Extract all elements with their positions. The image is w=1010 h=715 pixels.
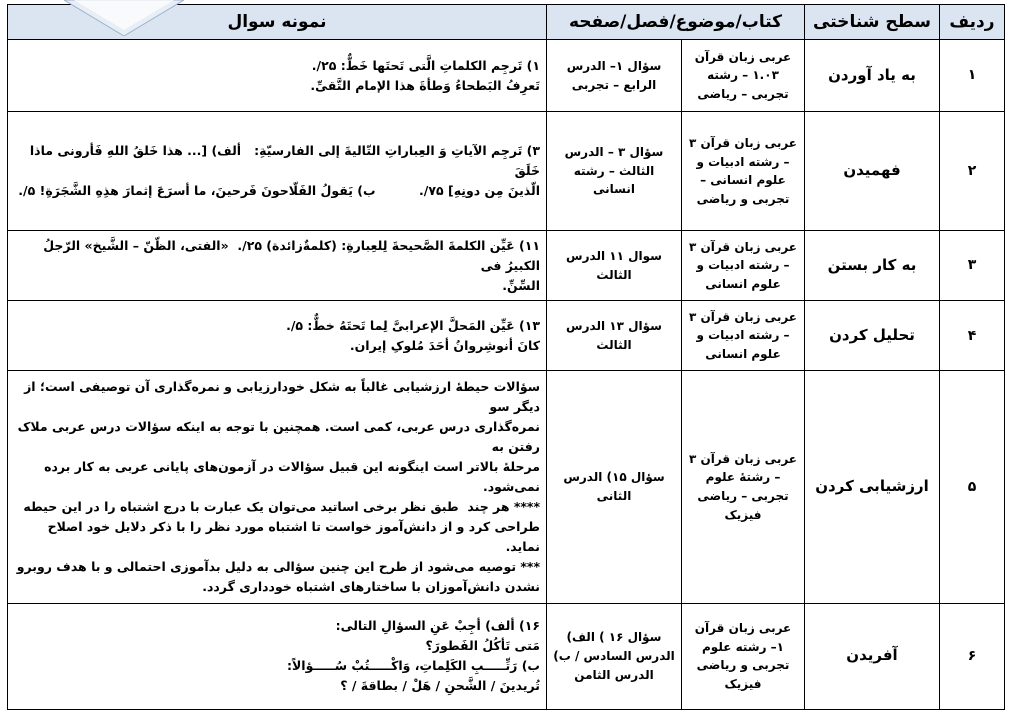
question-line: السِّنِّ. bbox=[502, 277, 540, 293]
question-line: تَعرِفُ البَطحاءُ وَطأةَ هذا الإمام التَّقیِّ. bbox=[310, 77, 540, 93]
lesson-location: سؤال ۱۶ ) الف) الدرس السادس / ب) الدرس الثامن bbox=[547, 603, 682, 709]
question-line: ۱۶) ألف) أجِبْ عَنِ السؤالِ التالی: bbox=[335, 618, 540, 634]
cognitive-level: به یاد آوردن bbox=[805, 40, 940, 112]
row-number: ۲ bbox=[940, 112, 1005, 231]
header-source: کتاب/موضوع/فصل/صفحه bbox=[547, 5, 805, 40]
table-row bbox=[8, 40, 1005, 112]
question-line: مَتی تَأکُلُ الفَطورَ؟ bbox=[425, 638, 540, 654]
book-cell: عربی زبان قرآن ۱.۰۳ – رشته تجربی – ریاضی bbox=[682, 40, 805, 112]
question-line: ب) رَتِّـــــبِ الکَلِماتِ، وَاکْـــــتُبْ سُـــــؤالاً: bbox=[286, 658, 540, 674]
row-number: ۴ bbox=[940, 301, 1005, 371]
question-line: نشدن دانش‌آموزان با ساختارهای اشتباه خودداری گردد. bbox=[202, 578, 540, 594]
header-sample: نمونه سوال bbox=[8, 5, 547, 40]
book-cell: عربی زبان قرآن ۳ – رشته ادبیات و علوم انسانی – تجربی و ریاضی bbox=[682, 112, 805, 231]
table-row bbox=[8, 603, 1005, 709]
book-cell: عربی زبان قرآن ۱– رشته علوم تجربی و ریاضی فیزیک bbox=[682, 603, 805, 709]
question-line: ۱۱) عَیِّن الکلمةَ الصَّحیحةَ لِلعِبارةِ: (کلمةٌزائدة) ۲۵/. «الفتی، الظّنّ – الشَّیخ» الرّجلُ الکبیرُ فی bbox=[38, 237, 540, 273]
cognitive-level: ارزشیابی کردن bbox=[805, 371, 940, 603]
sample-question bbox=[8, 112, 547, 231]
question-line: *** توصیه می‌شود از طرح این چنین سؤالی به دلیل بدآموزی احتمالی و با هدف روبرو bbox=[16, 558, 540, 574]
lesson-location: سؤال ۱۵) الدرس الثانی bbox=[547, 371, 682, 603]
question-line: تُریدینَ / الشَّحنِ / هَلْ / بطاقةَ / ؟ bbox=[340, 678, 540, 694]
cognitive-level: به کار بستن bbox=[805, 230, 940, 300]
question-line: کانَ أنوشِروانُ أحَدَ مُلوکِ إیران. bbox=[349, 337, 540, 353]
question-line: ۳) تَرجِم الآیاتِ وَ العِباراتِ التّالیةَ إلی الفارسیّةِ: ألف) [... هذا خَلقُ اللهِ فَأرونی ماذا خَلَقَ bbox=[25, 143, 540, 179]
lesson-location: سؤال ۱– الدرس الرابع – تجربی bbox=[547, 40, 682, 112]
assessment-table bbox=[7, 4, 1005, 710]
sample-question bbox=[8, 40, 547, 112]
header-row-num: ردیف bbox=[940, 5, 1005, 40]
row-number: ۵ bbox=[940, 371, 1005, 603]
cognitive-level: آفریدن bbox=[805, 603, 940, 709]
question-line: سؤالات حیطهٔ ارزشیابی غالباً به شکل خودارزیابی و نمره‌گذاری آن توصیفی است؛ از دیگر سو bbox=[19, 378, 540, 414]
book-cell: عربی زبان قرآن ۳ – رشتهٔ علوم تجربی – ریاضی فیزیک bbox=[682, 371, 805, 603]
question-line: طراحی کرد و از دانش‌آموز خواست تا اشتباه مورد نظر را با ذکر دلایل خود اصلاح نماید. bbox=[43, 518, 540, 554]
row-number: ۳ bbox=[940, 230, 1005, 300]
folder-tab-decoration bbox=[64, 0, 184, 36]
book-cell: عربی زبان قرآن ۳ – رشته ادبیات و علوم انسانی bbox=[682, 301, 805, 371]
sample-question bbox=[8, 371, 547, 603]
lesson-location: سؤال ۱۳ الدرس الثالث bbox=[547, 301, 682, 371]
cognitive-level: فهمیدن bbox=[805, 112, 940, 231]
sample-question bbox=[8, 603, 547, 709]
lesson-location: سوال ۱۱ الدرس الثالث bbox=[547, 230, 682, 300]
question-line: ۱) تَرجِم الکلماتِ الَّتی تَحتَها خَطٌّ: ۲۵/. bbox=[311, 57, 540, 73]
sample-question bbox=[8, 301, 547, 371]
question-line: مرحلهٔ بالاتر است اینگونه این قبیل سؤالات در آزمون‌های پایانی عربی به کار برده نمی‌شود. bbox=[39, 458, 540, 494]
row-number: ۱ bbox=[940, 40, 1005, 112]
lesson-location: سؤال ۳ – الدرس الثالث – رشته انسانی bbox=[547, 112, 682, 231]
cognitive-level: تحلیل کردن bbox=[805, 301, 940, 371]
question-line: الّذینَ مِن دونِهِ] ۷۵/. ب) یَقولُ الفَلّاحونَ فَرحینَ، ما أسرَعَ إثمارَ هذِهِ الشَّجَرَةِ! ۵/. bbox=[18, 183, 540, 199]
book-cell: عربی زبان قرآن ۳ – رشته ادبیات و علوم انسانی bbox=[682, 230, 805, 300]
table-row bbox=[8, 371, 1005, 603]
question-line: **** هر چند طبق نظر برخی اساتید می‌توان یک عبارت با درج اشتباه را در این حیطه bbox=[23, 498, 540, 514]
table-row bbox=[8, 112, 1005, 231]
table-row bbox=[8, 301, 1005, 371]
sample-question bbox=[8, 230, 547, 300]
row-number: ۶ bbox=[940, 603, 1005, 709]
question-line: نمره‌گذاری درس عربی، کمی است. همچنین با توجه به اینکه سؤالات درس عربی ملاک رفتن به bbox=[13, 418, 540, 454]
header-level: سطح شناختی bbox=[805, 5, 940, 40]
question-line: ۱۳) عَیِّن المَحلَّ الإعرابیَّ لِما تَحتَهُ خطٌّ: ۵/. bbox=[286, 317, 540, 333]
table-row bbox=[8, 230, 1005, 300]
